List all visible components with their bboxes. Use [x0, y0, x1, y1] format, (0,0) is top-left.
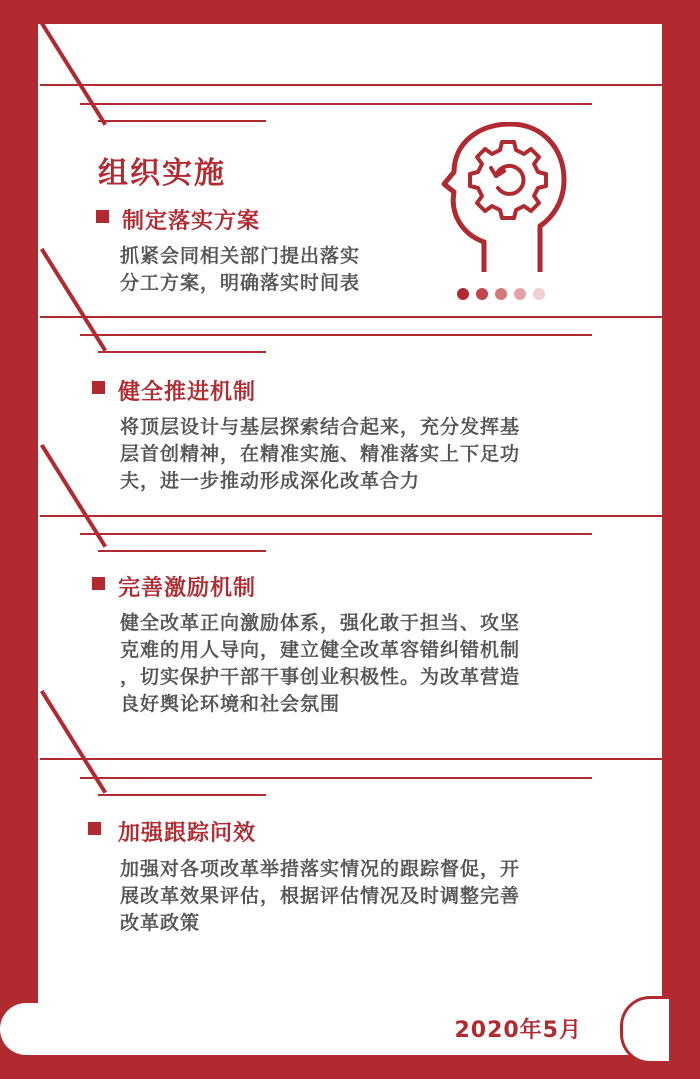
divider-line — [40, 84, 662, 86]
section-accent-line — [98, 550, 266, 552]
dot-3 — [495, 288, 507, 300]
divider-line — [80, 777, 592, 779]
section-accent-line — [98, 351, 266, 353]
title-accent-line — [98, 120, 266, 122]
body-line: 将顶层设计与基层探索结合起来，充分发挥基 — [120, 416, 521, 438]
section-body-1 — [120, 243, 420, 297]
section-title-3: 完善激励机制 — [118, 576, 257, 601]
section-accent-line — [98, 794, 266, 796]
body-line: 加强对各项改革举措落实情况的跟踪督促，开 — [120, 858, 521, 880]
divider-line — [40, 316, 662, 318]
divider-line — [40, 515, 662, 517]
divider-line — [80, 103, 592, 105]
body-line: 展改革效果评估，根据评估情况及时调整完善 — [120, 885, 521, 907]
dot-4 — [514, 288, 526, 300]
body-line: 夫，进一步推动形成深化改革合力 — [120, 470, 421, 492]
section-bullet — [92, 577, 105, 590]
scroll-curl — [620, 996, 669, 1064]
section-title-1: 制定落实方案 — [122, 209, 261, 234]
dot-5 — [533, 288, 545, 300]
body-line: 层首创精神，在精准实施、精准落实上下足功 — [120, 443, 521, 465]
section-body-3 — [120, 610, 590, 718]
section-title-4: 加强跟踪问效 — [118, 821, 257, 846]
section-body-4 — [120, 856, 590, 937]
section-bullet — [92, 381, 105, 394]
date-label: 2020年5月 — [454, 1018, 582, 1043]
body-line: 改革政策 — [120, 912, 201, 934]
divider-line — [80, 334, 592, 336]
dot-2 — [476, 288, 488, 300]
pagination-dots — [457, 288, 545, 300]
body-line: 克难的用人导向，建立健全改革容错纠错机制 — [120, 639, 521, 661]
section-title-2: 健全推进机制 — [118, 380, 257, 405]
body-line: 健全改革正向激励体系，强化敢于担当、攻坚 — [120, 612, 521, 634]
body-line: 良好舆论环境和社会氛围 — [120, 693, 341, 715]
page-title: 组织实施 — [98, 156, 226, 191]
divider-line — [40, 758, 662, 760]
dot-1 — [457, 288, 469, 300]
section-body-2 — [120, 414, 590, 495]
divider-line — [80, 533, 592, 535]
body-line: 分工方案，明确落实时间表 — [120, 272, 361, 294]
body-line: ，切实保护干部干事创业积极性。为改革营造 — [120, 666, 521, 688]
section-bullet — [96, 210, 109, 223]
section-bullet — [88, 822, 101, 835]
body-line: 抓紧会同相关部门提出落实 — [120, 245, 361, 267]
head-gear-icon — [440, 122, 568, 274]
